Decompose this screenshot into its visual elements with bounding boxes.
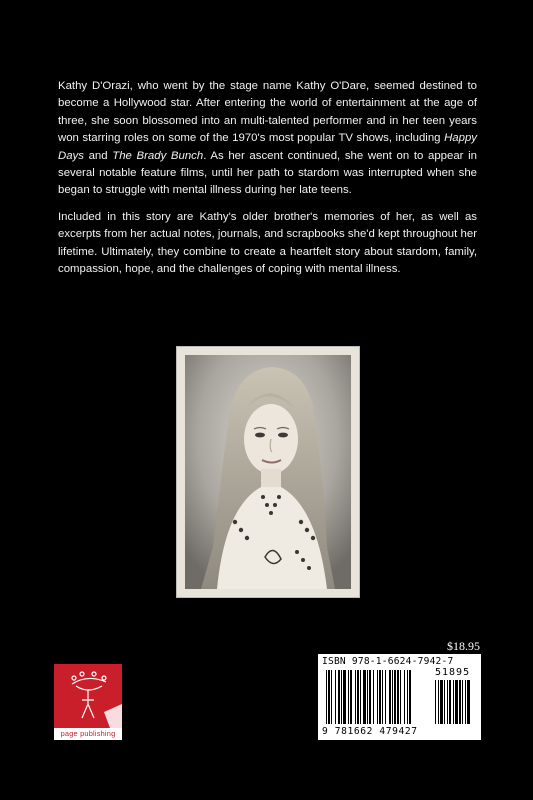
blurb-paragraph-1 [58, 78, 477, 200]
price-label: $18.95 [447, 639, 480, 653]
isbn-barcode [318, 654, 481, 740]
show-title: Happy Days [58, 132, 477, 162]
blurb-paragraph-2: Included in this story are Kathy's older brother's memories of her, as well as excerpts from her actual notes, journals, and scrapbooks she'd kept throughout her lifetime. Ultimately, they combine to create a heartfelt story about stardom, family, compassion, hope, and the challenges of coping with mental illness. [58, 210, 477, 276]
logo-figure-icon [54, 664, 122, 728]
publisher-name: page publishing [60, 729, 116, 738]
price-code: 51895 [435, 667, 471, 678]
blurb-text-run: Kathy D'Orazi, who went by the stage name Kathy O'Dare, seemed destined to become a Hollywood star. After entering the world of entertainment at the age of three, she soon blossomed into an multi-talented performer and in her teen years won starring roles on some of the 1970's most popular TV shows, including [58, 80, 477, 145]
blurb-text-run: . As her ascent continued, she went on to appear in several notable feature films, until her path to stardom was interrupted when she began to struggle with mental illness during her late teens. [58, 149, 477, 197]
isbn-text: ISBN 978-1-6624-7942-7 [322, 656, 454, 667]
blurb-text-run: and [83, 149, 113, 162]
show-title: The Brady Bunch [112, 149, 204, 162]
portrait-illustration [177, 347, 359, 597]
ean-digits: 9 781662 479427 [322, 726, 418, 737]
portrait-photo [177, 347, 359, 597]
publisher-logo [54, 664, 122, 740]
back-cover-blurb [58, 78, 477, 287]
